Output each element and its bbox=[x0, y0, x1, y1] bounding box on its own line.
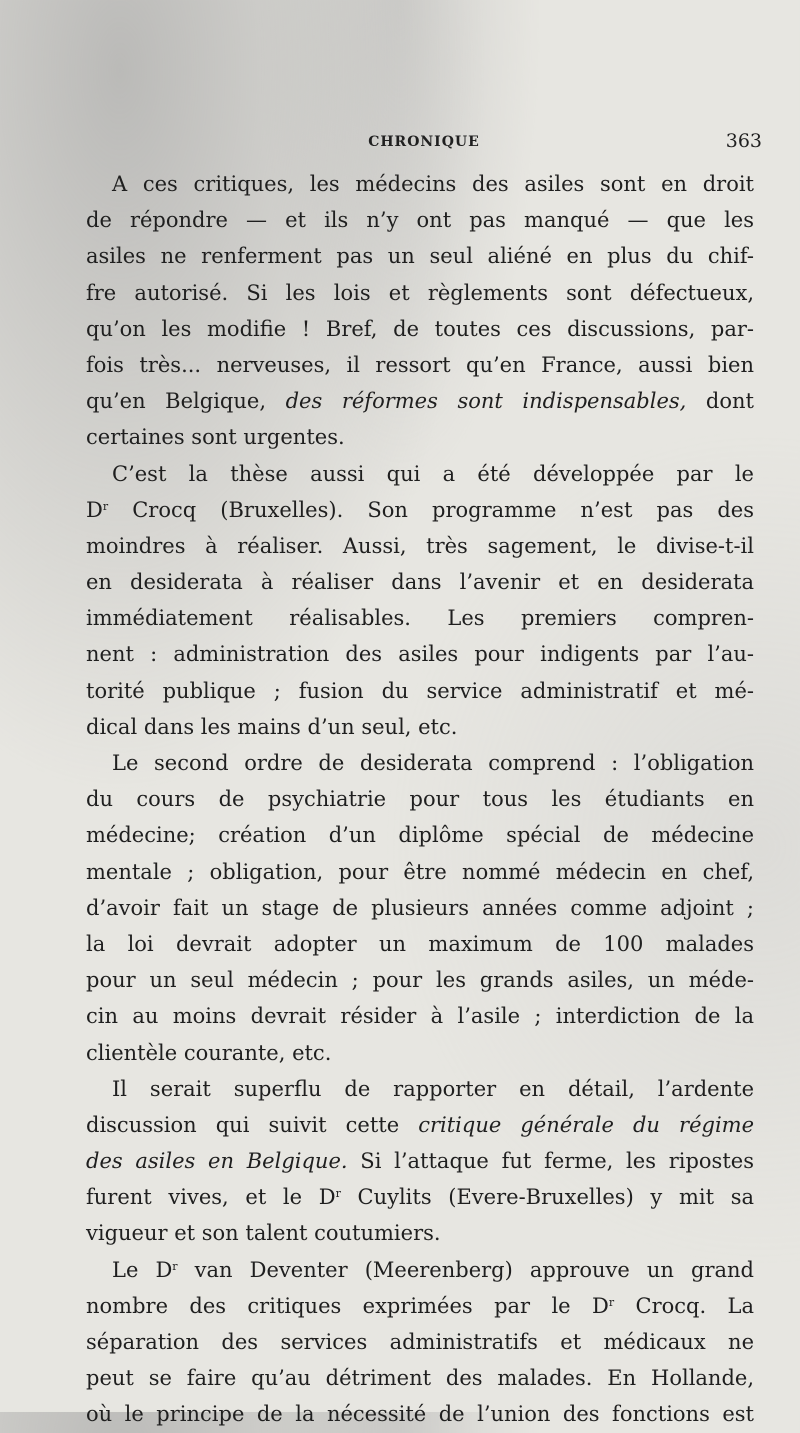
text-line bbox=[86, 636, 754, 672]
text-segment: cin au moins devrait résider à l’asile ; interdiction de la bbox=[86, 1004, 754, 1029]
text-line bbox=[86, 781, 754, 817]
text-segment: van Deventer (Meerenberg) approuve un grand bbox=[177, 1257, 754, 1282]
superscript: r bbox=[335, 1187, 341, 1201]
text-segment: d’avoir fait un stage de plusieurs années comme adjoint ; bbox=[86, 895, 754, 920]
text-segment: fois très... nerveuses, il ressort qu’en France, aussi bien bbox=[86, 352, 754, 377]
text-segment: Crocq. La bbox=[614, 1293, 754, 1318]
text-line bbox=[86, 456, 754, 492]
text-segment: qu’on les modifie ! Bref, de toutes ces discussions, par- bbox=[86, 316, 754, 341]
text-line bbox=[86, 745, 754, 781]
text-segment: torité publique ; fusion du service administratif et mé- bbox=[86, 678, 754, 703]
text-segment: certaines sont urgentes. bbox=[86, 425, 345, 450]
text-line bbox=[86, 1360, 754, 1396]
text-segment: nent : administration des asiles pour indigents par l’au- bbox=[86, 642, 754, 667]
text-segment: peut se faire qu’au détriment des malades. En Hollande, bbox=[86, 1366, 754, 1391]
text-segment: dical dans les mains d’un seul, etc. bbox=[86, 714, 458, 739]
text-line bbox=[86, 275, 754, 311]
text-line bbox=[86, 1107, 754, 1143]
text-line bbox=[86, 492, 754, 528]
text-segment: en desiderata à réaliser dans l’avenir et en desiderata bbox=[86, 570, 754, 595]
text-segment: de répondre — et ils n’y ont pas manqué — que les bbox=[86, 208, 754, 233]
italic-segment: critique générale du régime bbox=[418, 1112, 754, 1137]
text-segment: A ces critiques, les médecins des asiles sont en droit bbox=[112, 172, 754, 196]
text-segment: du cours de psychiatrie pour tous les étudiants en bbox=[86, 787, 754, 812]
text-segment: D bbox=[86, 497, 103, 522]
text-line bbox=[86, 564, 754, 600]
text-line bbox=[86, 1215, 754, 1251]
italic-segment: des réformes sont indispensables, bbox=[285, 389, 687, 414]
text-line bbox=[86, 528, 754, 564]
text-line bbox=[86, 1143, 754, 1179]
running-title: CHRONIQUE bbox=[368, 134, 480, 150]
running-head bbox=[86, 130, 762, 154]
text-segment: Crocq (Bruxelles). Son programme n’est pas des bbox=[108, 497, 754, 522]
text-line bbox=[86, 1071, 754, 1107]
text-segment: médecine; création d’un diplôme spécial de médecine bbox=[86, 823, 754, 848]
text-segment: immédiatement réalisables. Les premiers compren- bbox=[86, 606, 754, 631]
text-line bbox=[86, 817, 754, 853]
text-line bbox=[86, 962, 754, 998]
text-segment: furent vives, et le D bbox=[86, 1185, 336, 1210]
text-segment: clientèle courante, etc. bbox=[86, 1040, 332, 1065]
text-segment: nombre des critiques exprimées par le D bbox=[86, 1293, 609, 1318]
text-segment: Le second ordre de desiderata comprend : l’obligation bbox=[112, 751, 754, 775]
text-segment: C’est la thèse aussi qui a été développée par le bbox=[112, 461, 754, 486]
text-line bbox=[86, 311, 754, 347]
text-segment: vigueur et son talent coutumiers. bbox=[86, 1221, 441, 1246]
text-segment: pour un seul médecin ; pour les grands asiles, un méde- bbox=[86, 968, 754, 993]
text-segment: Cuylits (Evere-Bruxelles) y mit sa bbox=[340, 1185, 754, 1210]
page-number: 363 bbox=[725, 130, 762, 152]
text-segment: la loi devrait adopter un maximum de 100 malades bbox=[86, 931, 754, 956]
text-segment: qu’en Belgique, bbox=[86, 389, 286, 414]
text-segment: discussion qui suivit cette bbox=[86, 1112, 419, 1137]
text-segment: moindres à réaliser. Aussi, très sagement, le divise-t-il bbox=[86, 533, 754, 558]
text-segment: Le D bbox=[112, 1257, 173, 1282]
text-line bbox=[86, 166, 754, 202]
text-line bbox=[86, 1396, 754, 1432]
text-line bbox=[86, 1035, 754, 1071]
text-segment: Il serait superflu de rapporter en détail, l’ardente bbox=[112, 1076, 754, 1101]
superscript: r bbox=[608, 1295, 615, 1309]
text-segment: mentale ; obligation, pour être nommé médecin en chef, bbox=[86, 859, 754, 884]
text-segment: où le principe de la nécessité de l’union des fonctions est bbox=[86, 1402, 754, 1427]
text-line bbox=[86, 1179, 754, 1215]
text-line bbox=[86, 854, 754, 890]
italic-segment: des asiles en Belgique. bbox=[86, 1149, 348, 1174]
text-line bbox=[86, 600, 754, 636]
text-line bbox=[86, 419, 754, 455]
text-segment: Si l’attaque fut ferme, les ripostes bbox=[347, 1149, 754, 1174]
text-line bbox=[86, 238, 754, 274]
text-segment: séparation des services administratifs et médicaux ne bbox=[86, 1330, 754, 1354]
body-text bbox=[86, 166, 754, 1433]
superscript: r bbox=[102, 499, 109, 513]
text-line bbox=[86, 926, 754, 962]
text-line bbox=[86, 673, 754, 709]
superscript: r bbox=[172, 1259, 178, 1273]
text-line bbox=[86, 383, 754, 419]
text-segment: dont bbox=[686, 389, 754, 414]
text-line bbox=[86, 890, 754, 926]
text-line bbox=[86, 202, 754, 238]
text-segment: fre autorisé. Si les lois et règlements sont défectueux, bbox=[86, 280, 754, 305]
text-line bbox=[86, 1324, 754, 1360]
text-line bbox=[86, 998, 754, 1034]
text-line bbox=[86, 709, 754, 745]
text-line bbox=[86, 1252, 754, 1288]
text-line bbox=[86, 1288, 754, 1324]
text-segment: asiles ne renferment pas un seul aliéné en plus du chif- bbox=[86, 244, 754, 269]
text-line bbox=[86, 347, 754, 383]
